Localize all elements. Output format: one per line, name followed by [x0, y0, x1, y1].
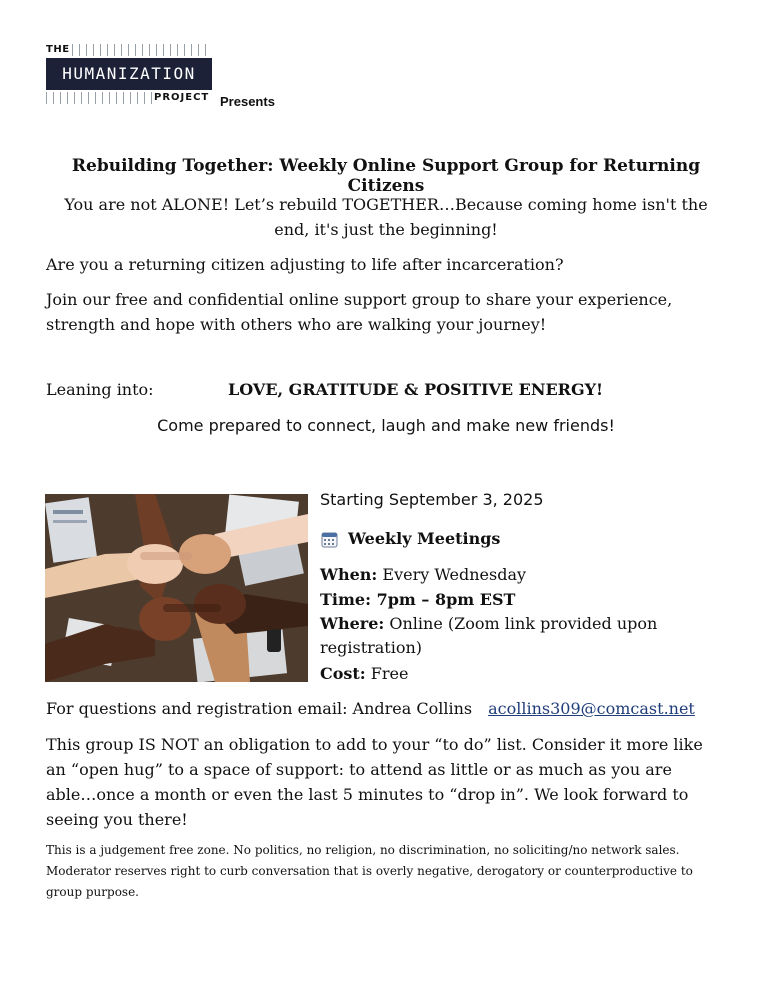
question-text: Are you a returning citizen adjusting to life after incarceration? — [46, 255, 564, 274]
logo-stripes-bottom — [46, 92, 152, 104]
contact-line — [46, 696, 695, 721]
logo-project-text: PROJECT — [154, 92, 210, 103]
obligation-text: This group IS NOT an obligation to add to your “to do” list. Consider it more like an “open hug” to a space of support: to attend as little or as much as you are able…once a month or even the last 5 minutes to “drop in”. We look forward to seeing you there! — [46, 735, 703, 829]
when-value: Every Wednesday — [377, 565, 527, 584]
logo-the-text: THE — [46, 44, 70, 55]
disclaimer-text: This is a judgement free zone. No politics, no religion, no discrimination, no soliciting/no network sales. Moderator reserves right to curb conversation that is overly negative, derogatory or counterproductive to group purpose. — [46, 843, 693, 899]
contact-text: For questions and registration email: Andrea Collins — [46, 699, 473, 718]
hands-linked-illustration — [45, 494, 308, 682]
where-value: Online (Zoom link provided upon registration) — [320, 614, 658, 657]
leaning-label: Leaning into: — [46, 380, 154, 399]
calendar-icon — [321, 531, 338, 548]
cost-label: Cost: — [320, 664, 366, 683]
where-line — [320, 612, 712, 660]
invite-text: Join our free and confidential online support group to share your experience, strength and hope with others who are walking your journey! — [46, 290, 673, 334]
cost-value: Free — [365, 664, 409, 683]
tagline: You are not ALONE! Let’s rebuild TOGETHER…Because coming home isn't the end, it's just the beginning! — [64, 195, 708, 239]
leaning-value: LOVE, GRATITUDE & POSITIVE ENERGY! — [228, 380, 604, 399]
come-prepared-text: Come prepared to connect, laugh and make new friends! — [157, 416, 615, 435]
when-label: When: — [320, 565, 378, 584]
hands-linked-photo — [45, 494, 308, 682]
page-title: Rebuilding Together: Weekly Online Support Group for Returning Citizens — [71, 156, 701, 196]
where-label: Where: — [320, 614, 385, 633]
email-link[interactable]: acollins309@comcast.net — [488, 699, 695, 718]
logo-name-text: HUMANIZATION — [62, 64, 196, 83]
presents-text: Presents — [220, 94, 275, 109]
logo-stripes-top — [72, 44, 212, 56]
time-value: 7pm – 8pm EST — [371, 590, 516, 609]
cost-line — [320, 662, 720, 686]
start-date: Starting September 3, 2025 — [320, 490, 544, 509]
time-line — [320, 588, 720, 612]
time-label: Time: — [320, 590, 371, 609]
when-line — [320, 563, 720, 587]
weekly-meetings-heading: Weekly Meetings — [348, 529, 501, 548]
